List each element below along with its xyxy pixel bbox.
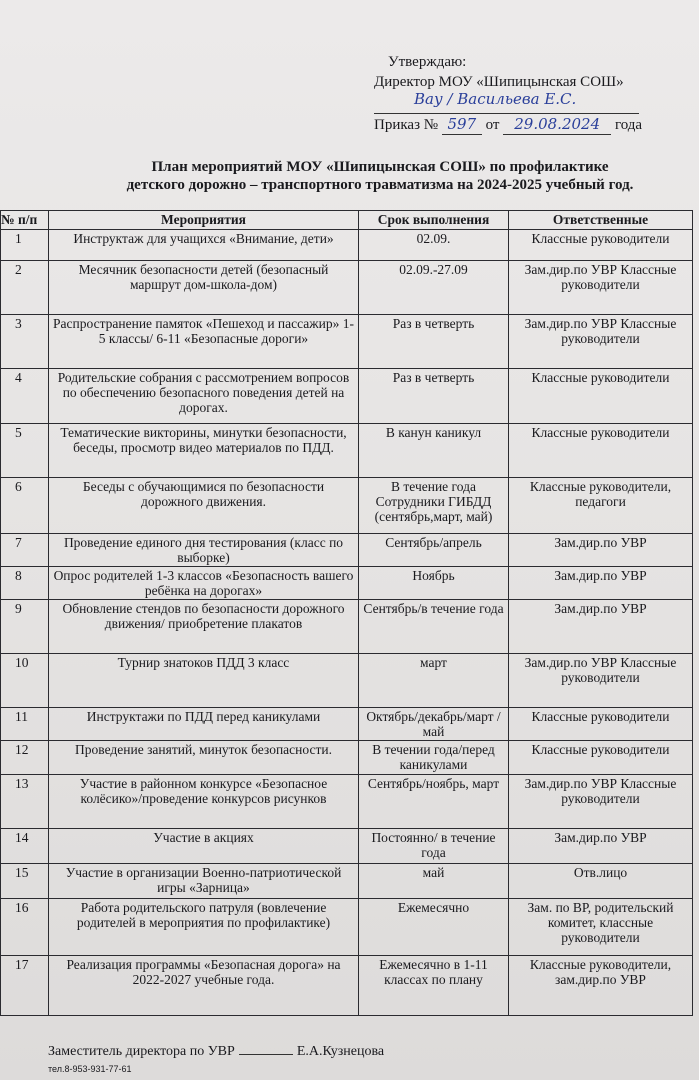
row-number: 15 <box>1 864 49 899</box>
row-term: Постоянно/ в течение года <box>359 829 509 864</box>
row-responsible: Зам.дир.по УВР Классные руководители <box>509 654 693 708</box>
row-term: Раз в четверть <box>359 315 509 369</box>
row-term: Сентябрь/в течение года <box>359 600 509 654</box>
row-responsible: Классные руководители <box>509 741 693 775</box>
row-number: 13 <box>1 775 49 829</box>
header-num: № п/п <box>1 211 49 230</box>
row-responsible: Зам.дир.по УВР Классные руководители <box>509 315 693 369</box>
table-row <box>1 775 693 829</box>
order-number: 597 <box>442 114 482 135</box>
order-year-label: года <box>614 117 643 133</box>
row-responsible: Классные руководители <box>509 424 693 478</box>
row-term: Октябрь/декабрь/март /май <box>359 708 509 741</box>
footer-phone: тел.8-953-931-77-61 <box>48 1064 132 1074</box>
row-term: Ноябрь <box>359 567 509 600</box>
row-responsible: Зам.дир.по УВР <box>509 600 693 654</box>
row-number: 17 <box>1 956 49 1016</box>
row-event: Беседы с обучающимися по безопасности дорожного движения. <box>49 478 359 534</box>
row-term: 02.09. <box>359 230 509 261</box>
row-event: Участие в районном конкурсе «Безопасное колёсико»/проведение конкурсов рисунков <box>49 775 359 829</box>
table-row <box>1 230 693 261</box>
order-from-label: от <box>485 117 500 133</box>
row-event: Опрос родителей 1-3 классов «Безопасность вашего ребёнка на дорогах» <box>49 567 359 600</box>
row-responsible: Классные руководители, зам.дир.по УВР <box>509 956 693 1016</box>
row-term: Ежемесячно в 1-11 классах по плану <box>359 956 509 1016</box>
row-number: 2 <box>1 261 49 315</box>
approval-block <box>374 52 674 135</box>
row-number: 7 <box>1 534 49 567</box>
row-number: 6 <box>1 478 49 534</box>
row-number: 14 <box>1 829 49 864</box>
table-row <box>1 899 693 956</box>
approval-title: Утверждаю: <box>388 54 467 70</box>
table-header-row <box>1 211 693 230</box>
row-event: Обновление стендов по безопасности дорожного движения/ приобретение плакатов <box>49 600 359 654</box>
row-event: Реализация программы «Безопасная дорога» на 2022-2027 учебные года. <box>49 956 359 1016</box>
row-number: 4 <box>1 369 49 424</box>
table-row <box>1 478 693 534</box>
row-responsible: Классные руководители <box>509 230 693 261</box>
table-row <box>1 600 693 654</box>
row-responsible: Зам. по ВР, родительский комитет, классные руководители <box>509 899 693 956</box>
row-responsible: Зам.дир.по УВР <box>509 567 693 600</box>
signature-line <box>374 92 639 114</box>
row-number: 10 <box>1 654 49 708</box>
row-event: Проведение единого дня тестирования (класс по выборке) <box>49 534 359 567</box>
row-responsible: Зам.дир.по УВР Классные руководители <box>509 775 693 829</box>
row-event: Проведение занятий, минуток безопасности. <box>49 741 359 775</box>
header-event: Мероприятия <box>49 211 359 230</box>
row-responsible: Классные руководители <box>509 369 693 424</box>
row-term: Сентябрь/апрель <box>359 534 509 567</box>
title-line-2: детского дорожно – транспортного травматизма на 2024-2025 учебный год. <box>126 177 634 193</box>
table-row <box>1 534 693 567</box>
footer-signer-label: Заместитель директора по УВР <box>48 1044 235 1059</box>
row-number: 5 <box>1 424 49 478</box>
row-number: 11 <box>1 708 49 741</box>
row-number: 8 <box>1 567 49 600</box>
table-row <box>1 315 693 369</box>
table-row <box>1 864 693 899</box>
table-row <box>1 424 693 478</box>
footer-signature <box>48 1044 384 1060</box>
title-line-1: План мероприятий МОУ «Шипицынская СОШ» по профилактике <box>151 159 609 175</box>
row-event: Распространение памяток «Пешеход и пассажир» 1-5 классы/ 6-11 «Безопасные дороги» <box>49 315 359 369</box>
table-row <box>1 741 693 775</box>
row-number: 9 <box>1 600 49 654</box>
table-row <box>1 567 693 600</box>
row-responsible: Отв.лицо <box>509 864 693 899</box>
footer-signer-name: Е.А.Кузнецова <box>296 1044 385 1059</box>
row-event: Работа родительского патруля (вовлечение родителей в мероприятия по профилактике) <box>49 899 359 956</box>
row-responsible: Классные руководители, педагоги <box>509 478 693 534</box>
row-term: март <box>359 654 509 708</box>
row-term: Раз в четверть <box>359 369 509 424</box>
table-row <box>1 708 693 741</box>
approval-position: Директор МОУ «Шипицынская СОШ» <box>374 74 624 90</box>
row-event: Инструктажи по ПДД перед каникулами <box>49 708 359 741</box>
row-responsible: Зам.дир.по УВР <box>509 534 693 567</box>
row-event: Месячник безопасности детей (безопасный маршрут дом-школа-дом) <box>49 261 359 315</box>
row-term: В течении года/перед каникулами <box>359 741 509 775</box>
row-term: В течение года Сотрудники ГИБДД (сентябрь,март, май) <box>359 478 509 534</box>
row-number: 16 <box>1 899 49 956</box>
table-row <box>1 956 693 1016</box>
row-term: Ежемесячно <box>359 899 509 956</box>
row-responsible: Классные руководители <box>509 708 693 741</box>
row-event: Участие в организации Военно-патриотической игры «Зарница» <box>49 864 359 899</box>
document-title <box>60 158 699 194</box>
row-number: 1 <box>1 230 49 261</box>
row-responsible: Зам.дир.по УВР Классные руководители <box>509 261 693 315</box>
row-event: Тематические викторины, минутки безопасности, беседы, просмотр видео материалов по ПДД. <box>49 424 359 478</box>
order-label: Приказ № <box>374 117 439 133</box>
order-date: 29.08.2024 <box>503 114 611 135</box>
header-term: Срок выполнения <box>359 211 509 230</box>
director-signature: Вау / Васильева Е.С. <box>414 90 577 108</box>
footer-sign-line <box>239 1054 293 1055</box>
row-responsible: Зам.дир.по УВР <box>509 829 693 864</box>
row-number: 3 <box>1 315 49 369</box>
table-row <box>1 369 693 424</box>
row-term: Сентябрь/ноябрь, март <box>359 775 509 829</box>
row-event: Родительские собрания с рассмотрением вопросов по обеспечению безопасного поведения детей на дорогах. <box>49 369 359 424</box>
row-event: Турнир знатоков ПДД 3 класс <box>49 654 359 708</box>
table-row <box>1 261 693 315</box>
header-responsible: Ответственные <box>509 211 693 230</box>
row-term: 02.09.-27.09 <box>359 261 509 315</box>
row-event: Инструктаж для учащихся «Внимание, дети» <box>49 230 359 261</box>
events-table <box>0 210 693 1016</box>
order-line <box>374 114 674 135</box>
table-row <box>1 829 693 864</box>
row-term: май <box>359 864 509 899</box>
row-term: В канун каникул <box>359 424 509 478</box>
row-number: 12 <box>1 741 49 775</box>
table-row <box>1 654 693 708</box>
row-event: Участие в акциях <box>49 829 359 864</box>
table-body <box>1 230 693 1016</box>
